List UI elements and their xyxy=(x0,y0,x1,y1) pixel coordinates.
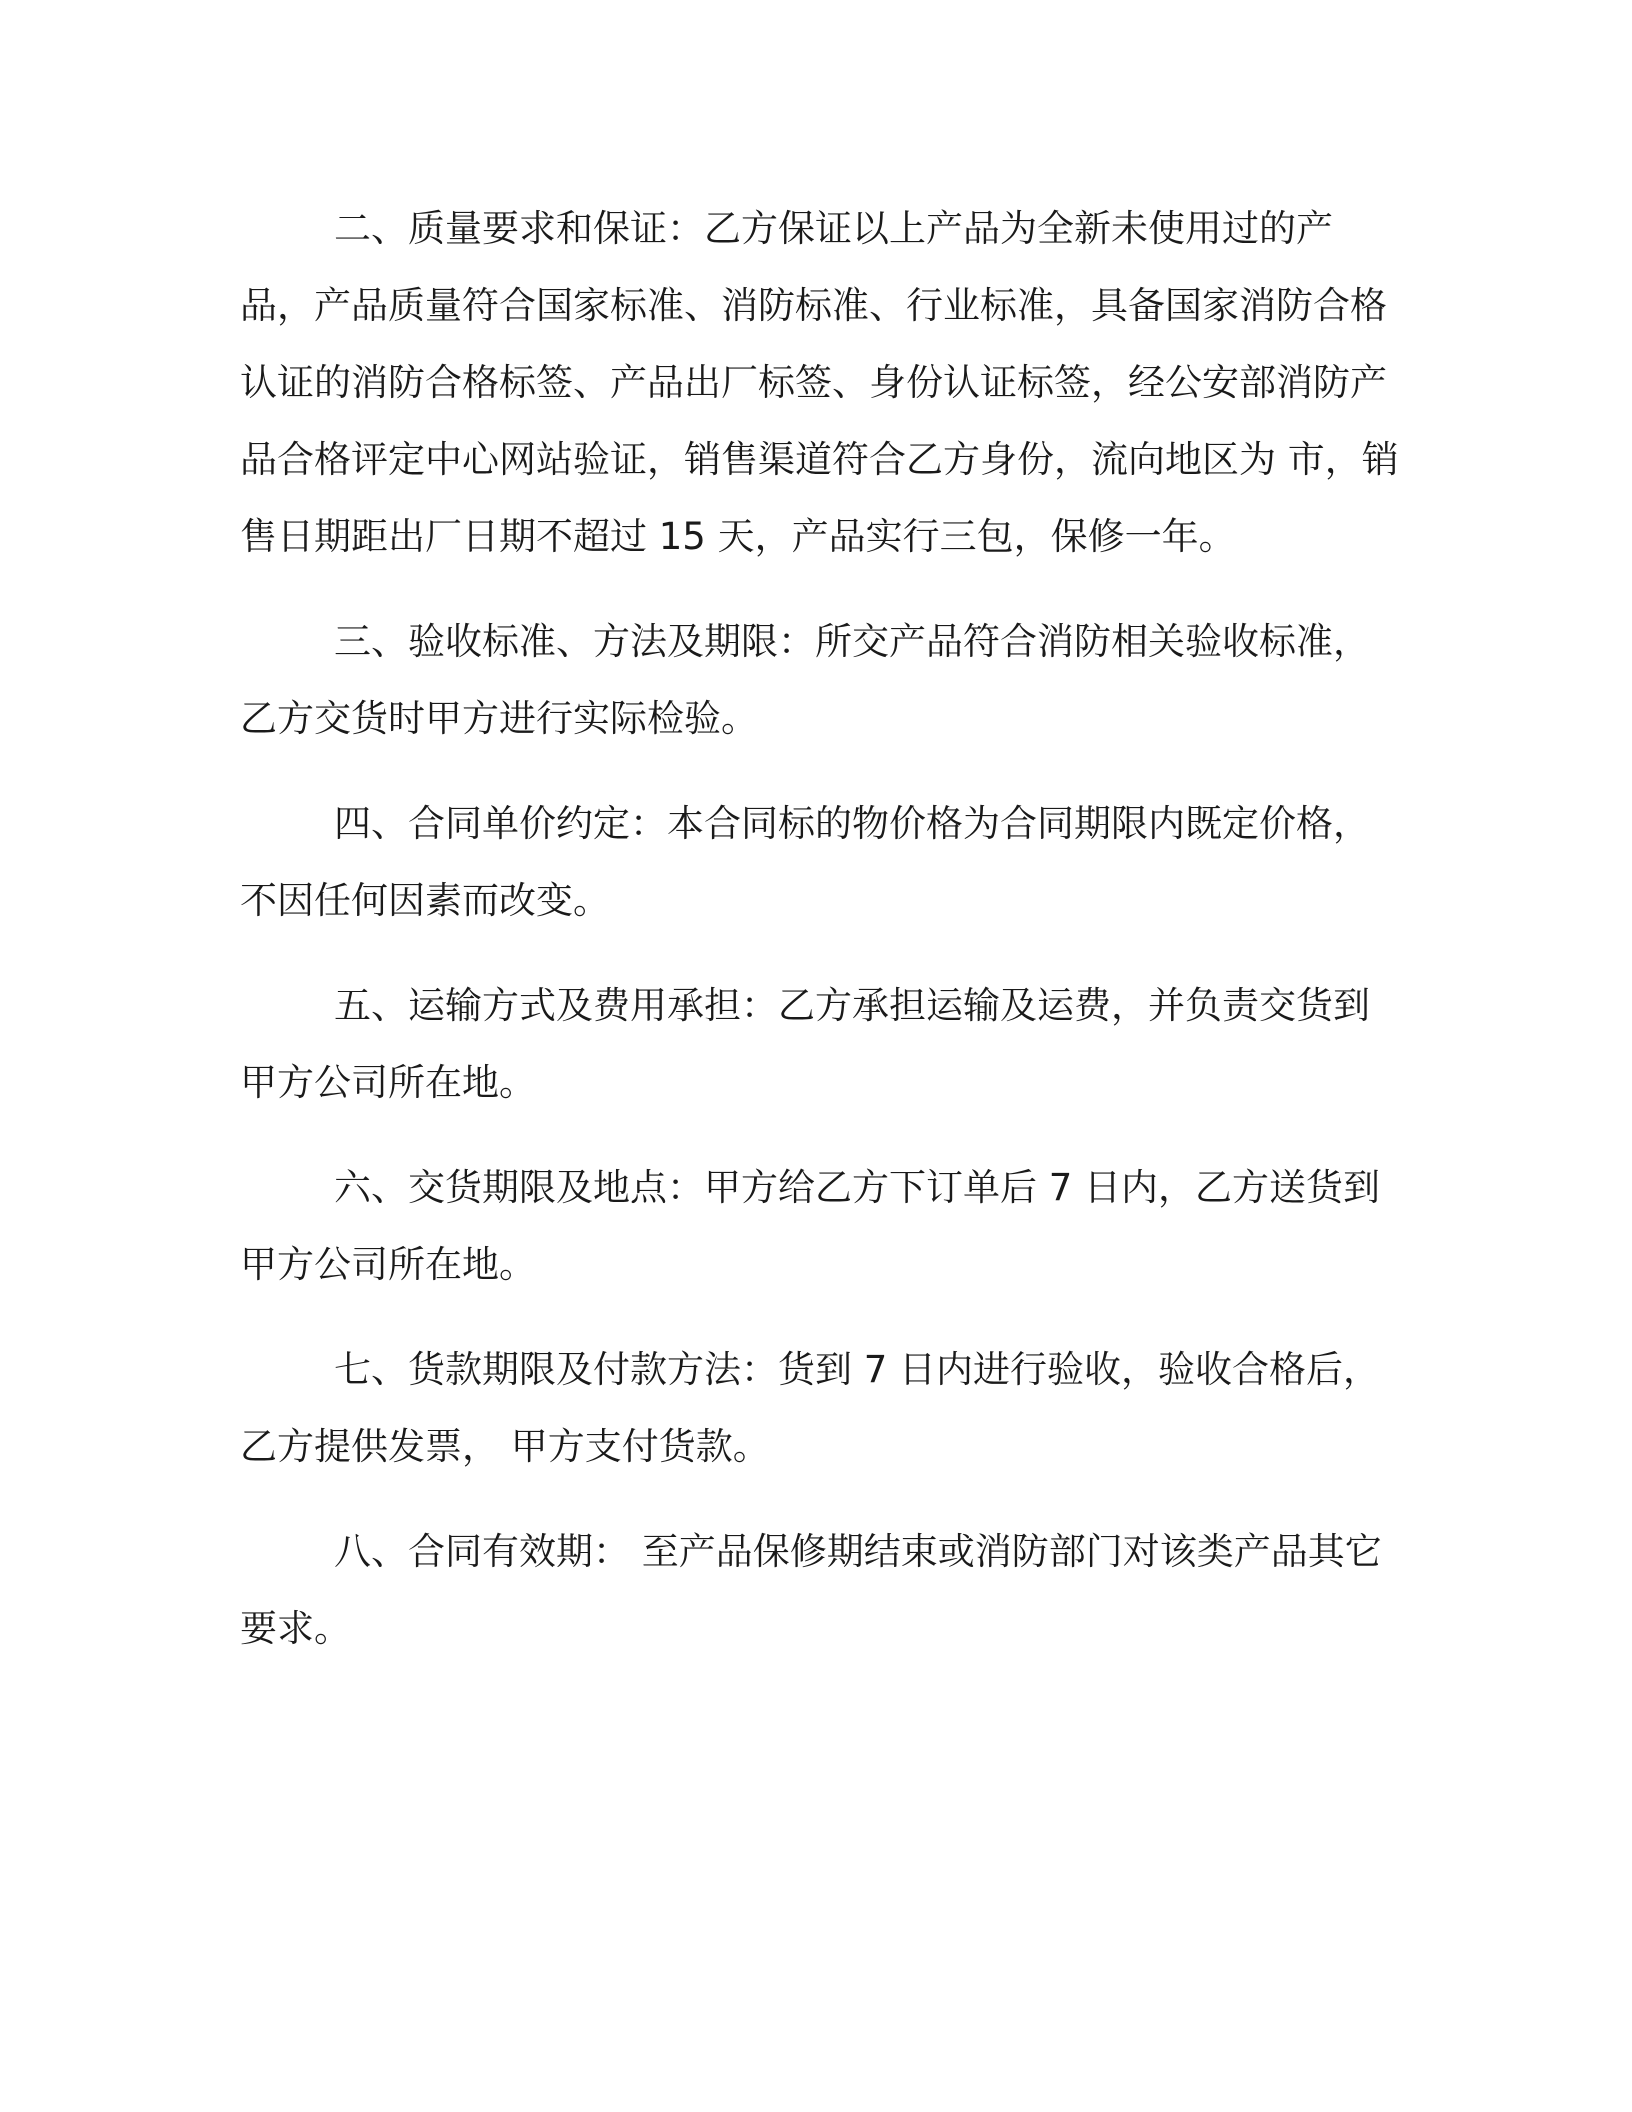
clause-6-delivery: 六、交货期限及地点：甲方给乙方下订单后 7 日内，乙方送货到甲方公司所在地。 xyxy=(240,1166,1381,1286)
clause-4-unit-price: 四、合同单价约定：本合同标的物价格为合同期限内既定价格，不因任何因素而改变。 xyxy=(240,802,1370,922)
clause-5-transport: 五、运输方式及费用承担：乙方承担运输及运费，并负责交货到甲方公司所在地。 xyxy=(240,984,1370,1104)
clause-7-payment: 七、货款期限及付款方法：货到 7 日内进行验收，验收合格后，乙方提供发票， 甲方支付货款。 xyxy=(240,1348,1381,1468)
clause-8-validity: 八、合同有效期： 至产品保修期结束或消防部门对该类产品其它要求。 xyxy=(240,1530,1382,1650)
document-body xyxy=(240,190,1400,1695)
clause-2-quality: 二、质量要求和保证：乙方保证以上产品为全新未使用过的产品，产品质量符合国家标准、消防标准、行业标准，具备国家消防合格认证的消防合格标签、产品出厂标签、身份认证标签，经公安部消防产品合格评定中心网站验证，销售渠道符合乙方身份，流向地区为 市，销售日期距出厂日期不超过 15 天，产品实行三包，保修一年。 xyxy=(240,207,1399,558)
clause-3-acceptance: 三、验收标准、方法及期限：所交产品符合消防相关验收标准，乙方交货时甲方进行实际检验。 xyxy=(240,620,1370,740)
